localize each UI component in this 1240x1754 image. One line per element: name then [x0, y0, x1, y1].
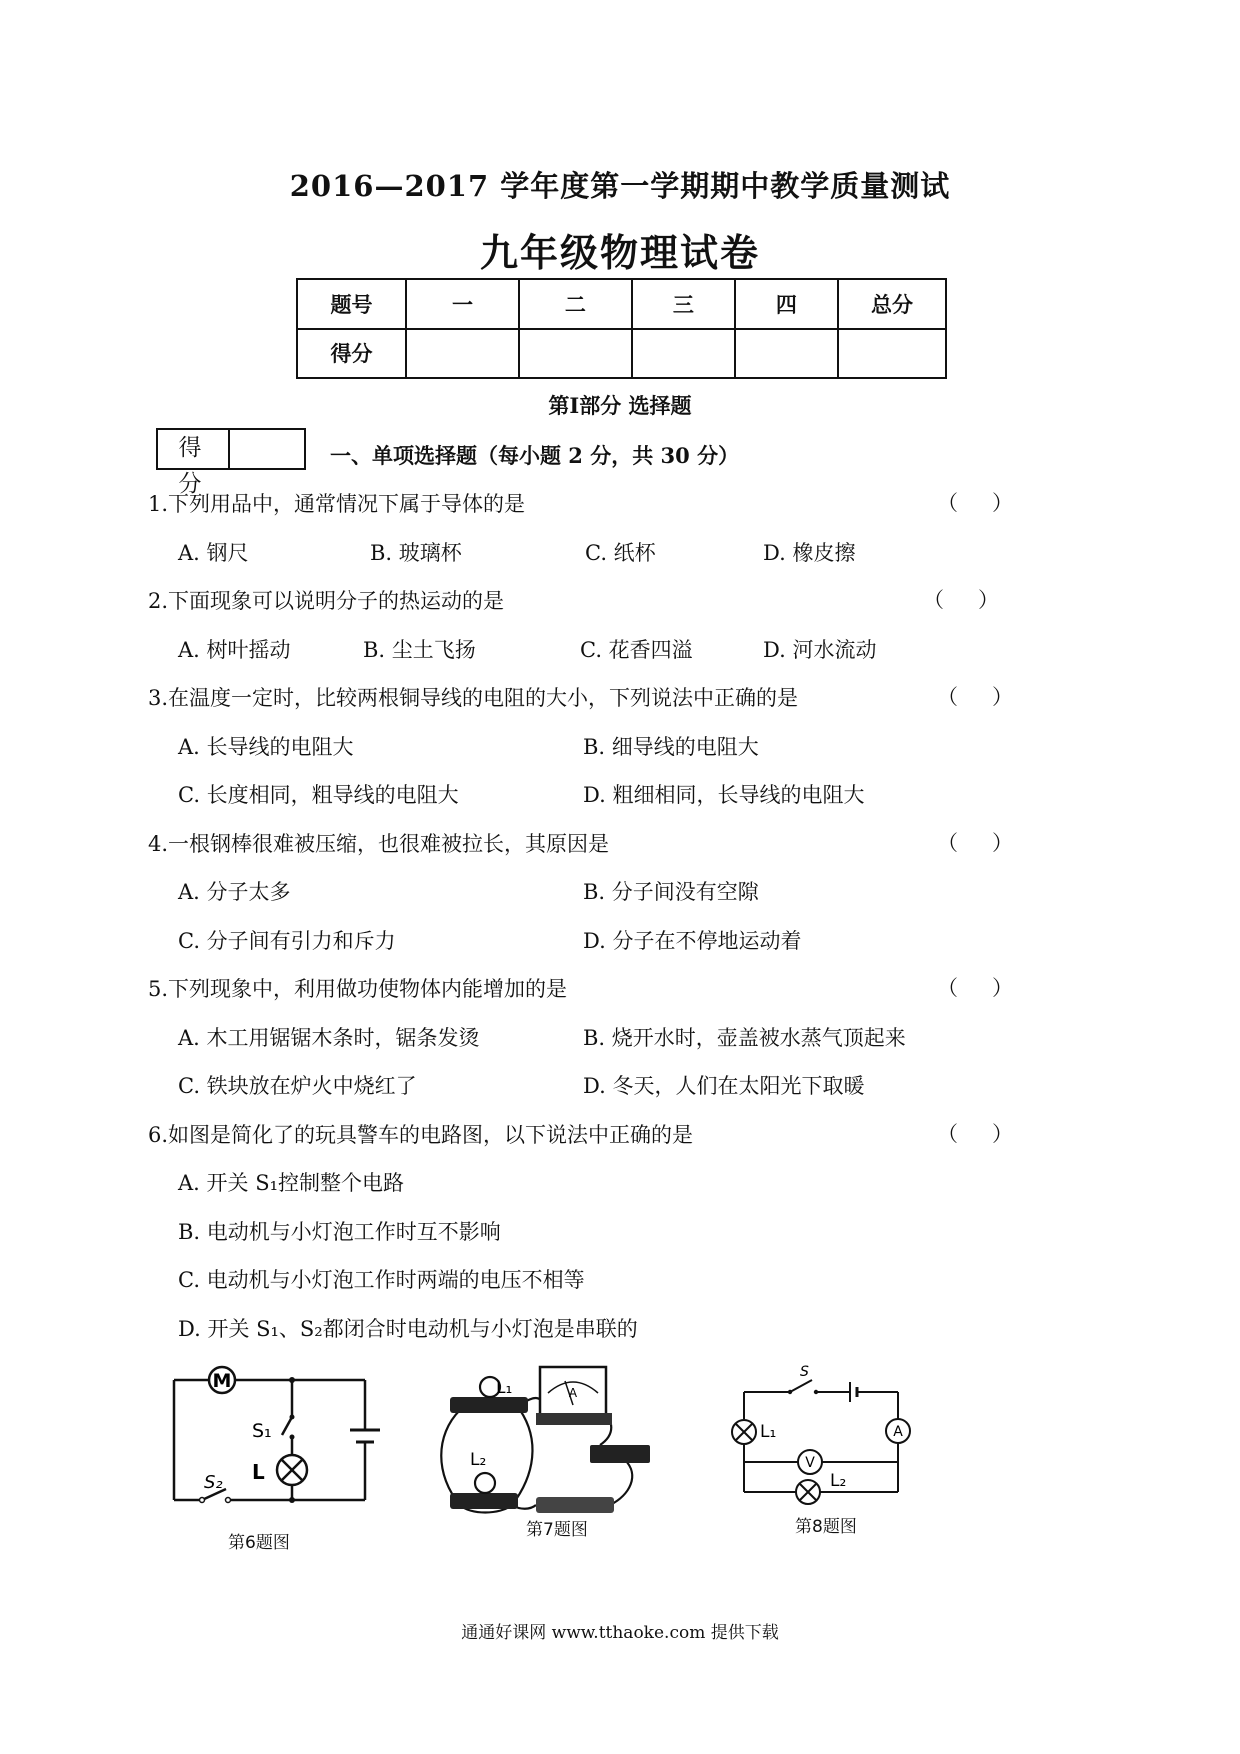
score-cell: [735, 329, 838, 379]
score-header-cell: 题号: [297, 279, 406, 329]
battery-icon: [536, 1497, 614, 1513]
score-table-header-row: [297, 279, 946, 329]
question-5-option-d: D. 冬天，人们在太阳光下取暖: [583, 1074, 865, 1098]
lamp-l2-label: L₂: [470, 1450, 487, 1470]
lamp-l2-icon: [475, 1473, 495, 1493]
figure-7-caption: 第7题图: [526, 1520, 588, 1540]
question-5-option-a: A. 木工用锯锯木条时，锯条发烫: [178, 1026, 480, 1050]
figure-6-caption: 第6题图: [228, 1533, 290, 1553]
question-5-option-c: C. 铁块放在炉火中烧红了: [178, 1074, 417, 1098]
score-cell: [406, 329, 519, 379]
switch-icon: [590, 1445, 650, 1463]
meter-label: A: [568, 1386, 578, 1400]
question-4-option-a: A. 分子太多: [178, 880, 291, 904]
figure-6-circuit: [160, 1365, 390, 1525]
switch-s2-label: S₂: [204, 1472, 223, 1493]
switch-s1-label: S₁: [252, 1420, 272, 1442]
lamp-l2-holder: [450, 1493, 518, 1509]
lamp-l1-holder: [450, 1397, 528, 1413]
answer-paren: （）: [937, 685, 1047, 709]
question-4-option-d: D. 分子在不停地运动着: [583, 929, 802, 953]
lamp-l1-label: L₁: [496, 1378, 513, 1398]
question-1-option-d: D. 橡皮擦: [763, 541, 856, 565]
section-score-label: 得 分: [158, 430, 230, 468]
part-title: 第Ⅰ部分 选择题: [548, 393, 692, 418]
question-1-option-c: C. 纸杯: [585, 541, 656, 565]
section-title: 一、单项选择题（每小题 2 分，共 30 分）: [330, 443, 740, 468]
lamp-label: L: [252, 1460, 265, 1484]
question-1-option-a: A. 钢尺: [178, 541, 249, 565]
question-6-option-d: D. 开关 S₁、S₂都闭合时电动机与小灯泡是串联的: [178, 1317, 638, 1341]
question-4-stem: 4.一根钢棒很难被压缩，也很难被拉长，其原因是: [148, 832, 610, 856]
section-score-box: [156, 428, 306, 497]
answer-paren: （）: [937, 491, 1047, 515]
score-cell: [519, 329, 632, 379]
answer-paren: （）: [923, 588, 1033, 612]
question-2-option-b: B. 尘土飞扬: [363, 638, 476, 662]
question-2-option-c: C. 花香四溢: [580, 638, 693, 662]
exam-subtitle: 九年级物理试卷: [479, 230, 760, 275]
exam-title: 2016—2017 学年度第一学期期中教学质量测试: [289, 169, 951, 203]
figure-7-circuit: [440, 1365, 660, 1525]
lamp-l2-label: L₂: [830, 1471, 847, 1491]
figure-8-circuit: [730, 1362, 930, 1507]
motor-label: M: [212, 1370, 232, 1392]
question-6-option-c: C. 电动机与小灯泡工作时两端的电压不相等: [178, 1268, 585, 1292]
question-6-option-b: B. 电动机与小灯泡工作时互不影响: [178, 1220, 501, 1244]
switch-label: S: [800, 1364, 809, 1380]
question-3-option-a: A. 长导线的电阻大: [178, 735, 354, 759]
score-cell: [632, 329, 735, 379]
question-2-option-a: A. 树叶摇动: [178, 638, 291, 662]
question-3-option-b: B. 细导线的电阻大: [583, 735, 759, 759]
question-6-stem: 6.如图是简化了的玩具警车的电路图，以下说法中正确的是: [148, 1123, 694, 1147]
score-header-cell: 一: [406, 279, 519, 329]
question-3-option-d: D. 粗细相同，长导线的电阻大: [583, 783, 865, 807]
question-3-stem: 3.在温度一定时，比较两根铜导线的电阻的大小，下列说法中正确的是: [148, 686, 799, 710]
question-4-option-c: C. 分子间有引力和斥力: [178, 929, 396, 953]
score-table: [296, 278, 947, 379]
page-footer: 通通好课网 www.tthaoke.com 提供下载: [461, 1623, 779, 1643]
score-header-cell: 三: [632, 279, 735, 329]
answer-paren: （）: [937, 976, 1047, 1000]
question-2-option-d: D. 河水流动: [763, 638, 877, 662]
score-table-score-row: [297, 329, 946, 379]
question-5-option-b: B. 烧开水时，壶盖被水蒸气顶起来: [583, 1026, 906, 1050]
question-1-option-b: B. 玻璃杯: [370, 541, 462, 565]
question-1-stem: 1.下列用品中，通常情况下属于导体的是: [148, 492, 526, 516]
question-5-stem: 5.下列现象中，利用做功使物体内能增加的是: [148, 977, 568, 1001]
question-6-option-a: A. 开关 S₁控制整个电路: [178, 1171, 404, 1195]
question-3-option-c: C. 长度相同，粗导线的电阻大: [178, 783, 459, 807]
answer-paren: （）: [937, 831, 1047, 855]
voltmeter-label: V: [805, 1455, 815, 1471]
score-cell: [838, 329, 946, 379]
question-2-stem: 2.下面现象可以说明分子的热运动的是: [148, 589, 505, 613]
figure-8-caption: 第8题图: [795, 1517, 857, 1537]
score-header-cell: 总分: [838, 279, 946, 329]
lamp-l1-label: L₁: [760, 1422, 777, 1442]
answer-paren: （）: [937, 1122, 1047, 1146]
question-4-option-b: B. 分子间没有空隙: [583, 880, 759, 904]
score-header-cell: 四: [735, 279, 838, 329]
score-header-cell: 二: [519, 279, 632, 329]
score-row-label: 得分: [297, 329, 406, 379]
ammeter-label: A: [893, 1424, 903, 1440]
